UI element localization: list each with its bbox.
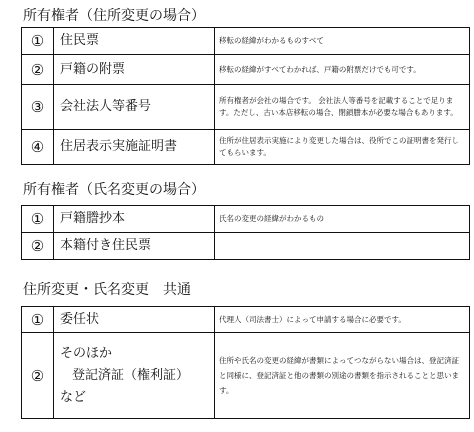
document-name: 戸籍の附票 — [54, 55, 215, 85]
document-name: 委任状 — [54, 307, 215, 333]
document-note: 移転の経緯がすべてわかれば、戸籍の附票だけでも可です。 — [215, 55, 470, 85]
document-note: 住所や氏名の変更の経緯が書類によってつながらない場合は、登記済証と同様に、登記済証と他の書類の別途の書類を指示されることと思います。 — [215, 333, 470, 419]
row-number: ② — [22, 55, 54, 85]
document-name-line: そのほか — [60, 345, 113, 361]
row-number: ① — [22, 28, 54, 55]
section-heading-common: 住所変更・氏名変更 共通 — [23, 282, 191, 298]
row-number: ① — [22, 307, 54, 333]
row-number: ② — [22, 233, 54, 260]
document-name — [54, 333, 215, 419]
row-number: ① — [22, 206, 54, 233]
table-row — [22, 28, 470, 55]
document-name-line: 登記済証（権利証） — [72, 367, 190, 383]
document-note: 代理人（司法書士）によって申請する場合に必要です。 — [215, 307, 470, 333]
name-change-table — [21, 205, 470, 260]
document-name: 住民票 — [54, 28, 215, 55]
table-row — [22, 206, 470, 233]
row-number: ④ — [22, 130, 54, 165]
document-name: 本籍付き住民票 — [54, 233, 215, 260]
document-name-line: など — [60, 389, 87, 405]
document-note: 移転の経緯がわかるものすべて — [215, 28, 470, 55]
document-name: 戸籍謄抄本 — [54, 206, 215, 233]
document-name: 会社法人等番号 — [54, 85, 215, 130]
document-note: 氏名の変更の経緯がわかるもの — [215, 206, 470, 233]
table-row — [22, 307, 470, 333]
row-number: ② — [22, 333, 54, 419]
table-row — [22, 55, 470, 85]
section-heading-name-change: 所有権者（氏名変更の場合） — [23, 182, 205, 198]
table-row — [22, 130, 470, 165]
table-row — [22, 85, 470, 130]
row-number: ③ — [22, 85, 54, 130]
common-table — [21, 306, 470, 419]
address-change-table — [21, 27, 470, 165]
table-row — [22, 333, 470, 419]
document-note: 所有権者が会社の場合です。 会社法人等番号を記載することで足ります。ただし、古い本店移転の場合、閉鎖謄本が必要な場合もあります。 — [215, 85, 470, 130]
table-row — [22, 233, 470, 260]
document-note — [215, 233, 470, 260]
document-note: 住所が住居表示実施により変更した場合は、役所でこの証明書を発行してもらいます。 — [215, 130, 470, 165]
section-heading-address-change: 所有権者（住所変更の場合） — [23, 8, 205, 24]
document-name: 住居表示実施証明書 — [54, 130, 215, 165]
